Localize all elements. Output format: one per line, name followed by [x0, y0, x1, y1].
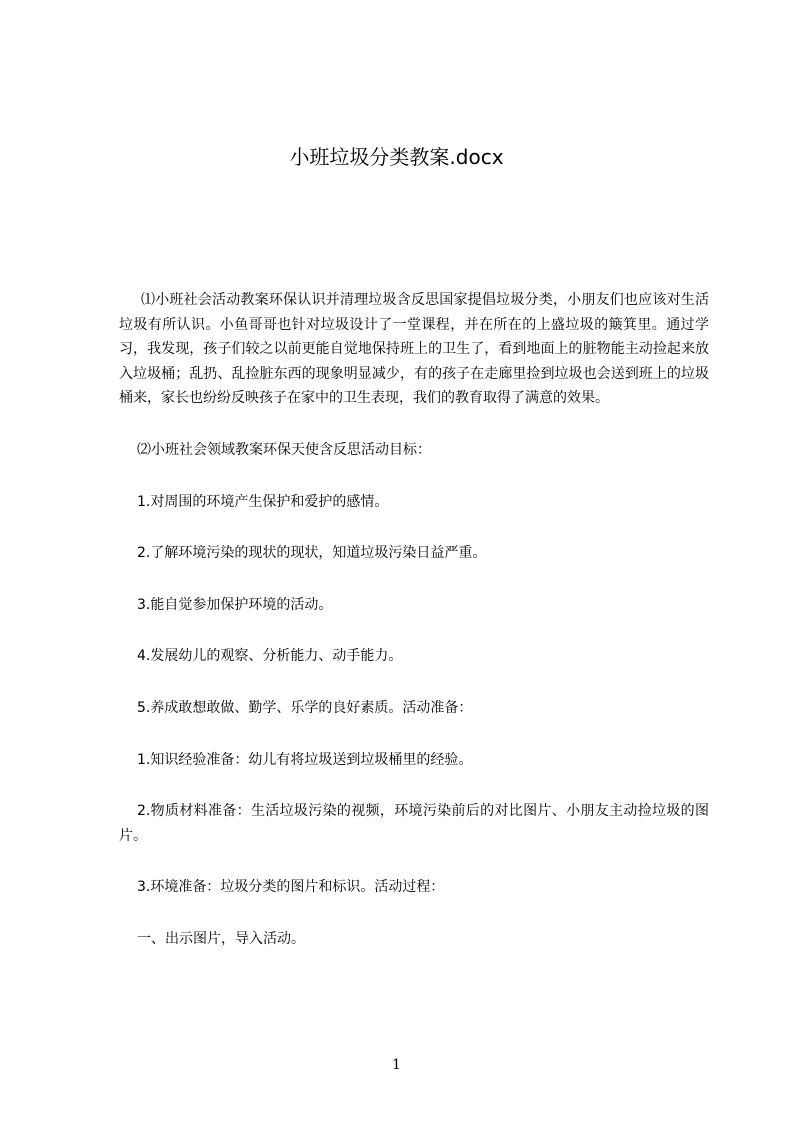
paragraph-goal-5: 5.养成敢想敢做、勤学、乐学的良好素质。活动准备： — [137, 699, 473, 716]
paragraph-goal-2: 2.了解环境污染的现状的现状，知道垃圾污染日益严重。 — [137, 545, 487, 562]
document-body — [119, 288, 709, 952]
paragraph-goal-4: 4.发展幼儿的观察、分析能力、动手能力。 — [137, 648, 403, 665]
paragraph-prep-1: 1.知识经验准备：幼儿有将垃圾送到垃圾桶里的经验。 — [137, 751, 473, 768]
paragraph-goal-1: 1.对周围的环境产生保护和爱护的感情。 — [137, 493, 389, 510]
paragraph-prep-2: 2.物质材料准备：生活垃圾污染的视频，环境污染前后的对比图片、小朋友主动捡垃圾的图片。 — [119, 803, 709, 844]
paragraph-intro: ⑴小班社会活动教案环保认识并清理垃圾含反思国家提倡垃圾分类，小朋友们也应该对生活垃圾有所认识。小鱼哥哥也针对垃圾设计了一堂课程，并在所在的上盛垃圾的簸箕里。通过学习，我发现，孩子们较之以前更能自觉地保持班上的卫生了，看到地面上的脏物能主动捡起来放入垃圾桶；乱扔、乱捡脏东西的现象明显减少，有的孩子在走廊里捡到垃圾也会送到班上的垃圾桶来，家长也纷纷反映孩子在家中的卫生表现，我们的教育取得了满意的效果。 — [119, 292, 709, 407]
document-title: 小班垃圾分类教案.docx — [289, 145, 504, 169]
paragraph-goal-3: 3.能自觉参加保护环境的活动。 — [137, 596, 333, 613]
paragraph-prep-3: 3.环境准备：垃圾分类的图片和标识。活动过程： — [137, 879, 445, 896]
page-number: 1 — [392, 1057, 401, 1073]
paragraph-step-1: 一、出示图片，导入活动。 — [137, 930, 305, 947]
paragraph-goals-heading: ⑵小班社会领域教案环保天使含反思活动目标： — [137, 441, 431, 458]
